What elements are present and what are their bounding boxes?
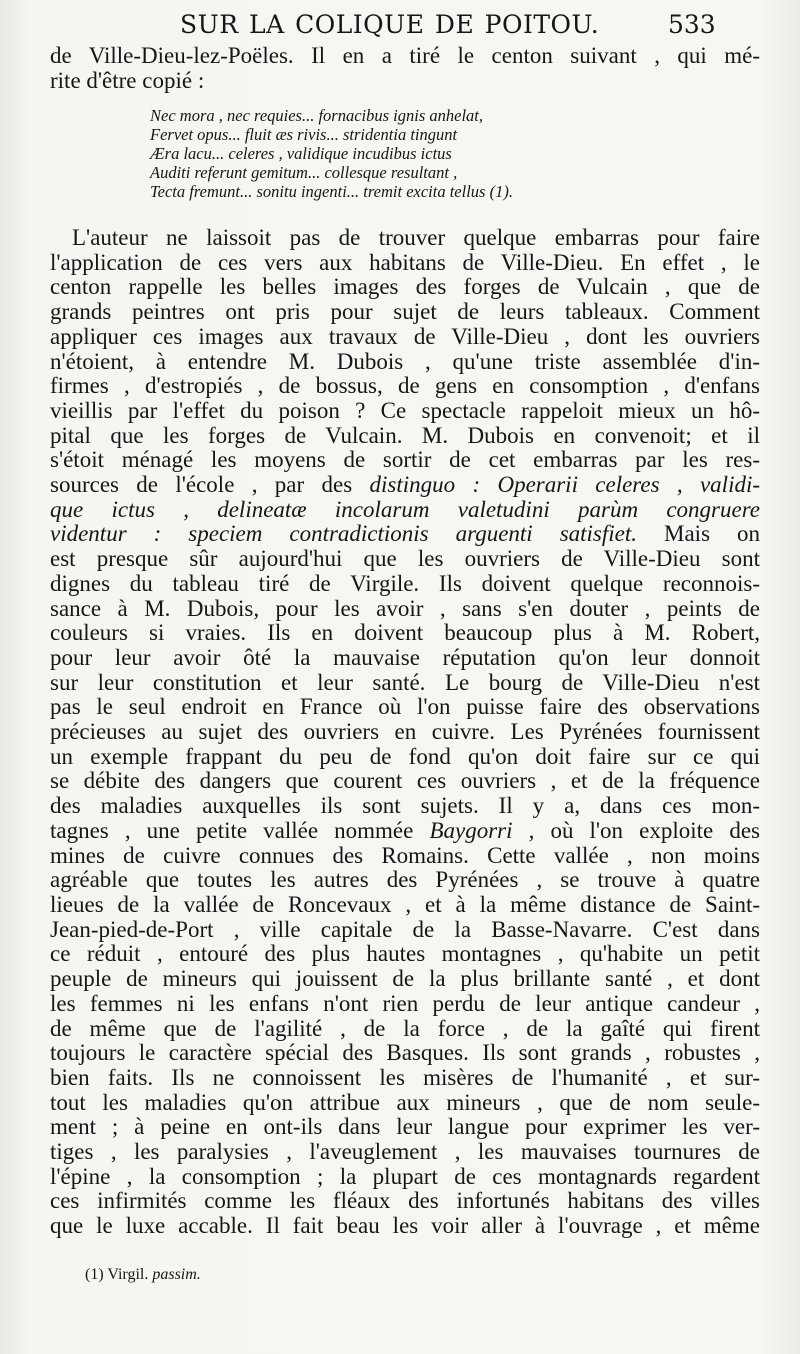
text-line: pital que les forges de Vulcain. M. Dubois en convenoit; et il (50, 422, 760, 448)
text-line: agréable que toutes les autres des Pyrénées , se trouve à quatre (50, 867, 760, 893)
text-fragment: tagnes , une petite vallée nommée (50, 817, 414, 843)
footnote-text: passim. (152, 1266, 201, 1283)
text-line: sur leur constitution et leur santé. Le bourg de Ville-Dieu n'est (50, 669, 760, 695)
text-line: que ictus , delineatæ incolarum valetudini parùm congruere (50, 496, 760, 522)
text-line: appliquer ces images aux travaux de Ville-Dieu , dont les ouvriers (50, 323, 760, 349)
text-line: tout les maladies qu'on attribue aux mineurs , que de nom seule- (50, 1089, 760, 1115)
running-title: SUR LA COLIQUE DE POITOU. (180, 10, 600, 39)
main-paragraph (50, 226, 760, 1239)
text-line: lieues de la vallée de Roncevaux , et à la même distance de Saint- (50, 891, 760, 917)
latin-verse-quotation (150, 106, 650, 201)
text-line: pour leur avoir ôté la mauvaise réputation qu'on leur donnoit (50, 644, 760, 670)
text-line: L'auteur ne laissoit pas de trouver quelque embarras pour faire (72, 225, 760, 250)
text-line: firmes , d'estropiés , de bossus, de gens en consomption , d'enfans (50, 373, 760, 399)
italic-fragment: distinguo : Operarii celeres , validi- (369, 472, 761, 498)
text-line: vieillis par l'effet du poison ? Ce spectacle rappeloit mieux un hô- (50, 397, 760, 423)
verse-line: Auditi referunt gemitum... collesque resultant , (150, 163, 458, 182)
text-line: les femmes ni les enfans n'ont rien perdu de leur antique candeur , (50, 990, 760, 1016)
text-line: centon rappelle les belles images des forges de Vulcain , que de (50, 274, 760, 300)
page-number: 533 (668, 10, 716, 39)
text-line: rite d'être copié : (50, 67, 205, 93)
text-line: pas le seul endroit en France où l'on puisse faire des observations (50, 694, 760, 720)
text-line: sance à M. Dubois, pour les avoir , sans s'en douter , peints de (50, 595, 760, 621)
text-line-mixed (50, 473, 760, 498)
text-line: couleurs si vraies. Ils en doivent beaucoup plus à M. Robert, (50, 620, 760, 646)
text-line: ce réduit , entouré des plus hautes montagnes , qu'habite un petit (50, 941, 760, 967)
text-line-mixed (50, 522, 760, 547)
text-line: toujours le caractère spécial des Basques. Ils sont grands , robustes , (50, 1040, 760, 1066)
page-header (0, 6, 800, 44)
text-fragment: sources de l'école , par des (50, 472, 353, 498)
text-line: de Ville-Dieu-lez-Poëles. Il en a tiré le centon suivant , qui mé- (50, 43, 760, 68)
text-line: l'épine , la consomption ; la plupart de ces montagnards regardent (50, 1163, 760, 1189)
text-line: un exemple frappant du peu de fond qu'on doit faire sur ce qui (50, 743, 760, 769)
text-line: Jean-pied-de-Port , ville capitale de la Basse-Navarre. C'est dans (50, 916, 760, 942)
text-fragment: Mais on (664, 521, 761, 547)
italic-fragment: videntur : speciem contradictionis arguenti satisfiet. (50, 521, 638, 547)
verse-line: Tecta fremunt... sonitu ingenti... tremit excita tellus (1). (150, 182, 513, 201)
text-line: n'étoient, à entendre M. Dubois , qu'une triste assemblée d'in- (50, 348, 760, 374)
text-line: mines de cuivre connues des Romains. Cette vallée , non moins (50, 842, 760, 868)
text-line: peuple de mineurs qui jouissent de la plus brillante santé , et dont (50, 966, 760, 992)
verse-line: Nec mora , nec requies... fornacibus ignis anhelat, (150, 106, 484, 125)
text-fragment: où l'on exploite des (550, 817, 760, 843)
text-line: des maladies auxquelles ils sont sujets. Il y a, dans ces mon- (50, 793, 760, 819)
text-line: bien faits. Ils ne connoissent les misères de l'humanité , et sur- (50, 1064, 760, 1090)
text-line-mixed (50, 819, 760, 844)
text-line: dignes du tableau tiré de Virgile. Ils doivent quelque reconnois- (50, 570, 760, 596)
footnote (85, 1266, 201, 1284)
text-line: ces infirmités comme les fléaux des infortunés habitans des villes (50, 1188, 760, 1214)
text-line: que le luxe accable. Il fait beau les voir aller à l'ouvrage , et même (50, 1213, 760, 1239)
text-line: de même que de l'agilité , de la force , de la gaîté qui firent (50, 1015, 760, 1041)
text-line: tiges , les paralysies , l'aveuglement , les mauvaises tournures de (50, 1139, 760, 1165)
text-line: précieuses au sujet des ouvriers en cuivre. Les Pyrénées fournissent (50, 719, 760, 745)
footnote-marker: (1) Virgil. (85, 1266, 149, 1283)
intro-text (50, 44, 760, 93)
text-line: grands peintres ont pris pour sujet de leurs tableaux. Comment (50, 299, 760, 325)
text-line: s'étoit ménagé les moyens de sortir de cet embarras par les res- (50, 447, 760, 473)
verse-line: Fervet opus... fluit æs rivis... stridentia tingunt (150, 125, 458, 144)
verse-line: Æra lacu... celeres , validique incudibus ictus (150, 144, 452, 163)
text-line: ment ; à peine en ont-ils dans leur langue pour exprimer les ver- (50, 1114, 760, 1140)
text-line: l'application de ces vers aux habitans de Ville-Dieu. En effet , le (50, 249, 760, 275)
italic-fragment: Baygorri , (429, 817, 535, 843)
text-line: est presque sûr aujourd'hui que les ouvriers de Ville-Dieu sont (50, 546, 760, 572)
text-line: se débite des dangers que courent ces ouvriers , et de la fréquence (50, 768, 760, 794)
